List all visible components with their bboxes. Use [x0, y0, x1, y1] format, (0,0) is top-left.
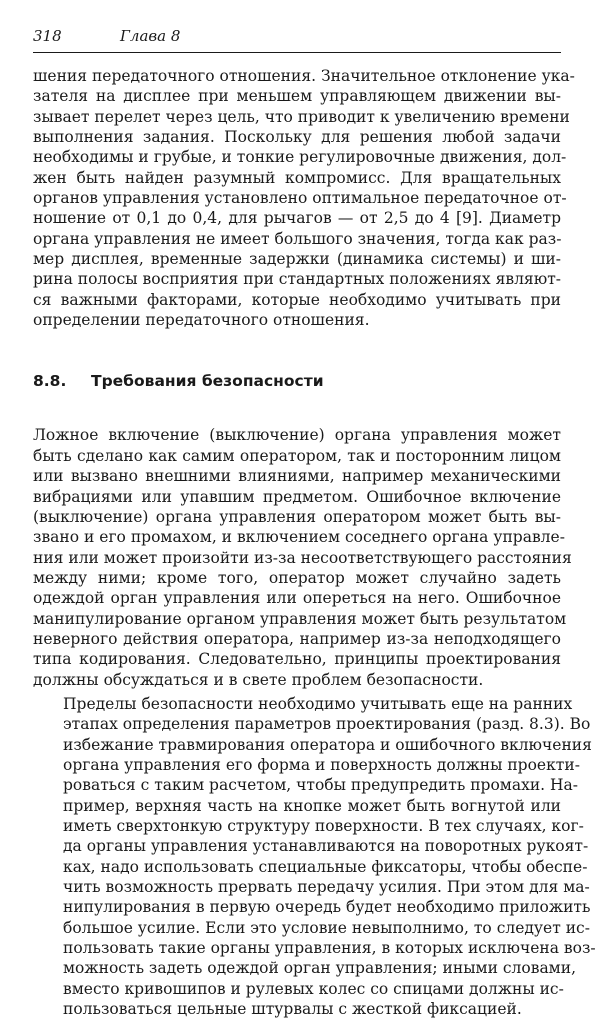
text-line: Пределы безопасности необходимо учитывать еще на ранних — [63, 694, 573, 713]
text-line: большое усилие. Если это условие невыполнимо, то следует ис- — [63, 918, 590, 937]
text-line: да органы управления устанавливаются на поворотных рукоят- — [63, 837, 589, 856]
text-line: избежание травмирования оператора и ошибочного включения — [63, 735, 592, 754]
text-line: ношение от 0,1 до 0,4, для рычагов — от 2,5 до 4 [9]. Диаметр — [33, 209, 561, 228]
text-line: этапах определения параметров проектирования (разд. 8.3). Во — [63, 715, 591, 734]
text-line: определении передаточного отношения. — [33, 311, 370, 330]
text-line: зателя на дисплее при меньшем управляющем движении вы- — [33, 87, 561, 106]
text-line: ся важными факторами, которые необходимо учитывать при — [33, 290, 561, 309]
running-header — [33, 27, 561, 47]
text-line: ках, надо использовать специальные фиксаторы, чтобы обеспе- — [63, 857, 588, 876]
text-line: (выключение) органа управления оператором может быть вы- — [33, 507, 561, 526]
text-line: органа управления его форма и поверхность должны проекти- — [63, 755, 580, 774]
text-line: необходимы и грубые, и тонкие регулировочные движения, дол- — [33, 148, 567, 167]
text-line: роваться с таким расчетом, чтобы предупредить промахи. На- — [63, 776, 579, 795]
text-line: мер дисплея, временные задержки (динамика системы) и ши- — [33, 250, 561, 269]
page-body — [33, 66, 596, 1019]
text-line: органов управления установлено оптимальное передаточное от- — [33, 189, 567, 208]
text-line: зывает перелет через цель, что приводит к увеличению времени — [33, 107, 570, 126]
text-line: вместо кривошипов и рулевых колес со спицами должны ис- — [63, 979, 564, 998]
text-line: вибрациями или упавшим предметом. Ошибочное включение — [33, 487, 561, 506]
text-line: или вызвано внешними влияниями, например механическими — [33, 467, 561, 486]
text-line: одеждой орган управления или опереться на него. Ошибочное — [33, 589, 561, 608]
text-line: чить возможность прервать передачу усилия. При этом для ма- — [63, 878, 590, 897]
paragraph-safety-limits — [33, 694, 596, 1019]
text-line: Ложное включение (выключение) органа управления может — [33, 426, 561, 445]
text-line: шения передаточного отношения. Значительное отклонение ука- — [33, 67, 575, 85]
text-line: между ними; кроме того, оператор может случайно задеть — [33, 568, 561, 587]
text-line: манипулирование органом управления может быть результатом — [33, 609, 567, 628]
section-heading — [33, 371, 561, 391]
text-line: пользовать такие органы управления, в которых исключена воз- — [63, 939, 596, 958]
section-title: Требования безопасности — [91, 372, 324, 391]
text-line: выполнения задания. Поскольку для решения любой задачи — [33, 128, 561, 147]
text-line: пользоваться цельные штурвалы с жесткой фиксацией. — [63, 1000, 522, 1019]
text-line: иметь сверхтонкую структуру поверхности. В тех случаях, ког- — [63, 817, 584, 835]
text-line: быть сделано как самим оператором, так и посторонним лицом — [33, 446, 561, 465]
text-line: пример, верхняя часть на кнопке может быть вогнутой или — [63, 796, 561, 815]
text-line: жен быть найден разумный компромисс. Для вращательных — [33, 168, 561, 187]
text-line: можность задеть одеждой орган управления; иными словами, — [63, 959, 576, 978]
text-line: нипулирования в первую очередь будет необходимо приложить — [63, 898, 591, 917]
text-line: должны обсуждаться и в свете проблем безопасности. — [33, 670, 484, 689]
text-line: ния или может произойти из-за несоответствующего расстояния — [33, 548, 572, 567]
paragraph-false-activation — [33, 425, 572, 689]
chapter-label: Глава 8 — [120, 27, 181, 45]
page-number: 318 — [33, 27, 62, 45]
header-rule — [33, 52, 561, 53]
text-line: рина полосы восприятия при стандартных положениях являют- — [33, 270, 562, 289]
text-line: органа управления не имеет большого значения, тогда как раз- — [33, 229, 562, 248]
section-number: 8.8. — [33, 372, 67, 391]
paragraph-continued — [33, 66, 575, 330]
text-line: типа кодирования. Следовательно, принципы проектирования — [33, 650, 561, 669]
text-line: неверного действия оператора, например из-за неподходящего — [33, 629, 561, 648]
text-line: звано и его промахом, и включением соседнего органа управле- — [33, 528, 565, 547]
